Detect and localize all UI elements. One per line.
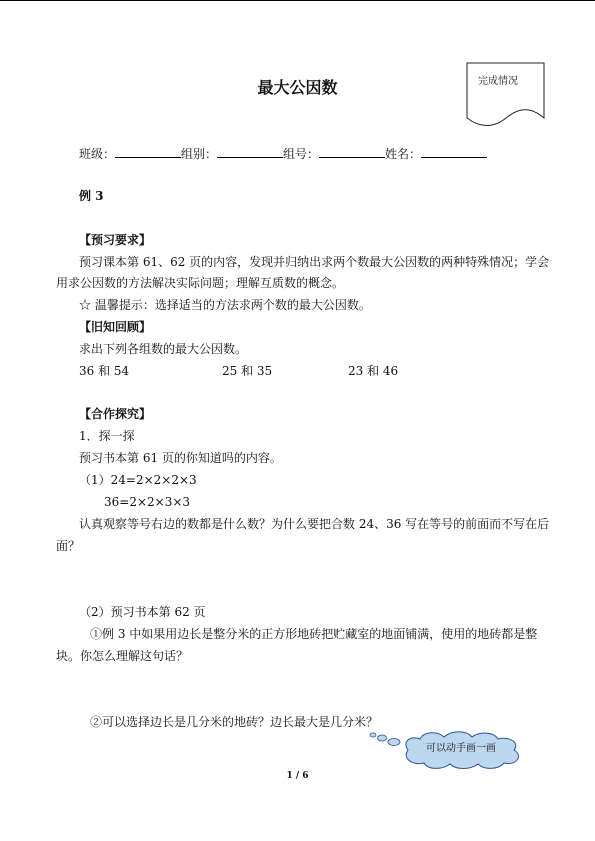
review-instruction: 求出下列各组数的最大公因数。 <box>79 342 248 356</box>
preview-text-line-2: 用求公因数的方法解决实际问题；理解互质数的概念。 <box>56 276 345 290</box>
explore-read-instruction: 预习书本第 61 页的你知道吗的内容。 <box>79 451 282 465</box>
page-title: 最大公因数 <box>257 78 338 97</box>
group-number-label: 组号： <box>283 147 320 161</box>
thought-cloud <box>366 728 546 770</box>
explore-step-1: 1．探一探 <box>79 429 135 443</box>
cloud-note: 可以动手画一画 <box>426 743 496 754</box>
tile-question-1-line-1: ①例 3 中如果用边长是整分米的正方形地砖把贮藏室的地面铺满，使用的地砖都是整 <box>90 627 538 641</box>
review-heading: 【旧知回顾】 <box>79 320 152 334</box>
review-pair-1: 36 和 54 <box>79 364 130 378</box>
completion-status-box <box>466 62 546 132</box>
completion-status-label: 完成情况 <box>478 76 518 87</box>
observe-question-line-2: 面？ <box>56 539 81 553</box>
name-field[interactable] <box>421 145 487 158</box>
tile-question-2: ②可以选择边长是几分米的地砖？边长最大是几分米？ <box>90 715 379 729</box>
name-label: 姓名： <box>385 147 422 161</box>
class-label: 班级： <box>79 147 116 161</box>
review-pair-2: 25 和 35 <box>222 364 273 378</box>
preview-tip: ☆ 温馨提示：选择适当的方法求两个数的最大公因数。 <box>79 298 371 312</box>
document-shape-icon <box>466 62 546 132</box>
top-rule <box>0 0 595 1</box>
preview-text-line-1: 预习课本第 61、62 页的内容，发现并归纳出求两个数最大公因数的两种特殊情况；学会 <box>79 255 550 269</box>
factorization-24: （1）24=2×2×2×3 <box>79 473 197 487</box>
group-number-field[interactable] <box>319 145 385 158</box>
group-field[interactable] <box>217 145 283 158</box>
explore-heading: 【合作探究】 <box>79 407 152 421</box>
factorization-36: 36=2×2×3×3 <box>104 495 191 509</box>
info-fields-row <box>79 145 487 162</box>
example-label: 例 3 <box>79 189 104 203</box>
group-label: 组别： <box>181 147 218 161</box>
preview-heading: 【预习要求】 <box>79 233 152 247</box>
class-field[interactable] <box>115 145 181 158</box>
page-number: 1 / 6 <box>286 771 309 781</box>
explore-part-2: （2）预习书本第 62 页 <box>79 605 206 619</box>
tile-question-1-line-2: 块。你怎么理解这句话？ <box>56 649 189 663</box>
observe-question-line-1: 认真观察等号右边的数都是什么数？为什么要把合数 24、36 写在等号的前面而不写在后 <box>79 517 550 531</box>
review-pair-3: 23 和 46 <box>348 364 399 378</box>
